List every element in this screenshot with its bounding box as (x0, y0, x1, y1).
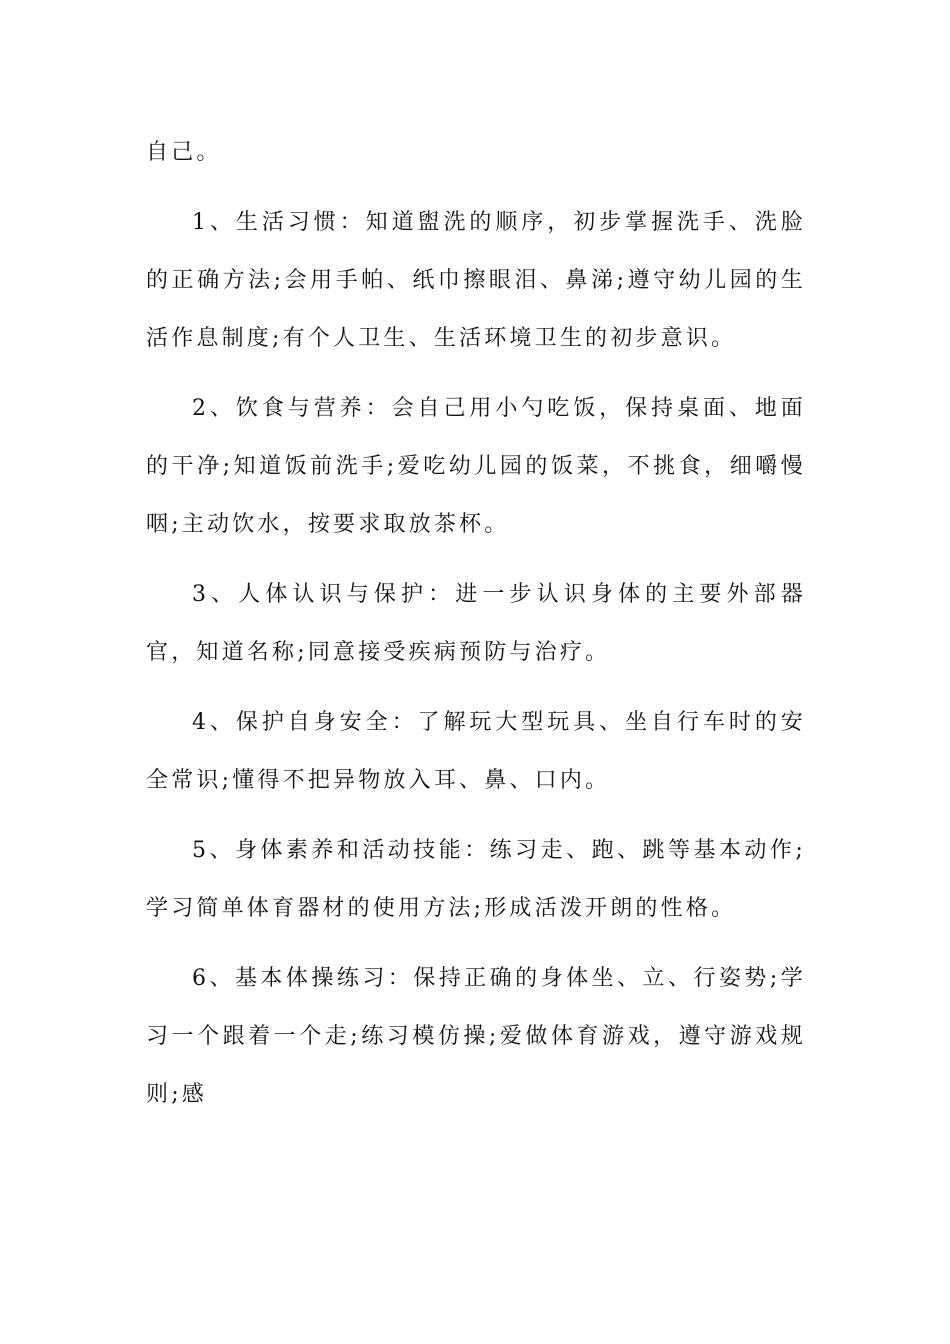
paragraph-continuation: 自己。 (146, 140, 222, 165)
paragraph-body-awareness: 3、人体认识与保护：进一步认识身体的主要外部器官，知道名称;同意接受疾病预防与治疗。 (146, 582, 806, 665)
paragraph-living-habits: 1、生活习惯：知道盥洗的顺序，初步掌握洗手、洗脸的正确方法;会用手帕、纸巾擦眼泪、鼻涕;遵守幼儿园的生活作息制度;有个人卫生、生活环境卫生的初步意识。 (146, 210, 806, 351)
paragraph-physical-skills: 5、身体素养和活动技能：练习走、跑、跳等基本动作;学习简单体育器材的使用方法;形成活泼开朗的性格。 (146, 838, 806, 921)
paragraph-diet-nutrition: 2、饮食与营养：会自己用小勺吃饭，保持桌面、地面的干净;知道饭前洗手;爱吃幼儿园的饭菜，不挑食，细嚼慢咽;主动饮水，按要求取放茶杯。 (146, 396, 806, 537)
document-body (146, 124, 806, 1136)
paragraph-self-safety: 4、保护自身安全：了解玩大型玩具、坐自行车时的安全常识;懂得不把异物放入耳、鼻、口内。 (146, 710, 806, 793)
paragraph-gymnastics: 6、基本体操练习：保持正确的身体坐、立、行姿势;学习一个跟着一个走;练习模仿操;爱做体育游戏，遵守游戏规则;感 (146, 966, 806, 1107)
